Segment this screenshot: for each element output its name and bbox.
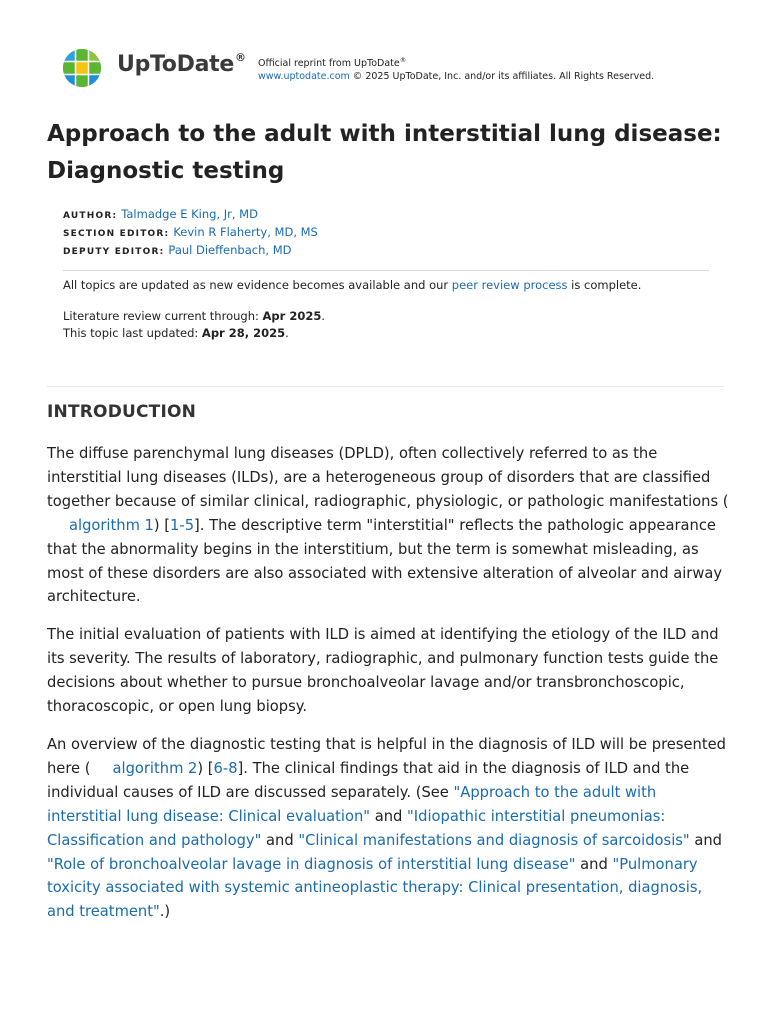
- brand-registered-mark: ®: [234, 50, 246, 64]
- deputy-editor-row: [63, 242, 318, 260]
- author-row: [63, 206, 318, 224]
- update-note-pre: All topics are updated as new evidence becomes available and our: [63, 278, 452, 292]
- paragraph-text: ]. The clinical findings that aid in the diagnosis of ILD and the individual causes of ILD are discussed separately. (See: [47, 759, 690, 801]
- reference-link[interactable]: "Clinical manifestations and diagnosis of sarcoidosis": [298, 831, 690, 849]
- lit-review-label: Literature review current through:: [63, 309, 263, 323]
- last-updated-period: .: [285, 326, 289, 340]
- paragraph-text: and: [575, 855, 613, 873]
- reference-link[interactable]: "Idiopathic interstitial pneumonias: Classification and pathology": [47, 807, 666, 849]
- article-paragraph: [47, 442, 732, 609]
- paragraph-text: and: [370, 807, 408, 825]
- reprint-text: Official reprint from UpToDate: [258, 58, 400, 70]
- uptodate-site-link[interactable]: www.uptodate.com: [258, 71, 350, 83]
- paragraph-text: and: [689, 831, 722, 849]
- uptodate-logo-icon: [62, 48, 102, 88]
- paragraph-text: The diffuse parenchymal lung diseases (DPLD), often collectively referred to as the interstitial lung diseases (ILDs), are a heterogeneous group of disorders that are classified together because of similar clinical, radiographic, physiologic, or pathologic manifestations (: [47, 445, 729, 510]
- paragraph-text: ) [: [197, 759, 214, 777]
- editor-list: [63, 206, 318, 260]
- paragraph-text: An overview of the diagnostic testing that is helpful in the diagnosis of ILD will be presented here (: [47, 735, 726, 777]
- section-editor-label: SECTION EDITOR:: [63, 229, 170, 239]
- section-heading-introduction: INTRODUCTION: [47, 402, 197, 422]
- lit-review-date: Apr 2025: [262, 309, 322, 323]
- paragraph-text: ]. The descriptive term "interstitial" reflects the pathologic appearance that the abnormality begins in the interstitium, but the term is somewhat misleading, as most of these disorders are also associated with extensive alteration of alveolar and airway architecture.: [47, 516, 723, 606]
- section-editor-link[interactable]: Kevin R Flaherty, MD, MS: [173, 225, 318, 239]
- last-updated-date: Apr 28, 2025: [201, 326, 286, 340]
- deputy-editor-link[interactable]: Paul Dieffenbach, MD: [168, 243, 292, 257]
- lit-review-line: [63, 308, 713, 325]
- reprint-notice: [258, 54, 654, 83]
- reference-link[interactable]: algorithm 2: [112, 759, 198, 777]
- reprint-line: [258, 54, 654, 70]
- brand-name: UpToDate: [117, 52, 234, 77]
- paragraph-text: and: [261, 831, 299, 849]
- section-editor-row: [63, 224, 318, 242]
- deputy-editor-label: DEPUTY EDITOR:: [63, 247, 165, 257]
- paragraph-text: The initial evaluation of patients with ILD is aimed at identifying the etiology of the ILD and its severity. The results of laboratory, radiographic, and pulmonary function tests guide the decisions about whether to pursue bronchoalveolar lavage and/or transbronchoscopic, thoracoscopic, or open lung biopsy.: [47, 626, 719, 716]
- reference-link[interactable]: "Approach to the adult with interstitial lung disease: Clinical evaluation": [47, 783, 657, 825]
- article-body: [47, 442, 732, 938]
- last-updated-line: [63, 325, 713, 342]
- author-label: AUTHOR:: [63, 211, 118, 221]
- author-link[interactable]: Talmadge E King, Jr, MD: [121, 207, 258, 221]
- peer-review-link[interactable]: peer review process: [451, 278, 568, 292]
- section-divider: [47, 386, 724, 387]
- update-note-post: is complete.: [567, 278, 642, 292]
- brand-wordmark: [117, 52, 246, 77]
- reference-link[interactable]: 6-8: [213, 759, 238, 777]
- lit-review-period: .: [321, 309, 325, 323]
- reprint-registered-mark: ®: [399, 56, 407, 64]
- header: [62, 46, 722, 88]
- update-note: [63, 277, 713, 294]
- last-updated-label: This topic last updated:: [63, 326, 202, 340]
- reference-link[interactable]: "Role of bronchoalveolar lavage in diagnosis of interstitial lung disease": [47, 855, 576, 873]
- reference-link[interactable]: "Pulmonary toxicity associated with systemic antineoplastic therapy: Clinical presentation, diagnosis, and treatment": [47, 855, 703, 921]
- copyright-text: © 2025 UpToDate, Inc. and/or its affiliates. All Rights Reserved.: [349, 71, 655, 83]
- copyright-line: [258, 70, 654, 83]
- meta-spacer: [63, 294, 713, 308]
- topic-meta: [63, 277, 713, 342]
- article-paragraph: [47, 623, 732, 719]
- page-title: Approach to the adult with interstitial lung disease: Diagnostic testing: [47, 121, 722, 184]
- reference-link[interactable]: algorithm 1: [69, 516, 154, 534]
- paragraph-text: ) [: [153, 516, 171, 534]
- paragraph-text: .): [159, 903, 171, 921]
- article-paragraph: [47, 733, 732, 924]
- reference-link[interactable]: 1-5: [170, 516, 195, 534]
- meta-divider: [63, 270, 709, 271]
